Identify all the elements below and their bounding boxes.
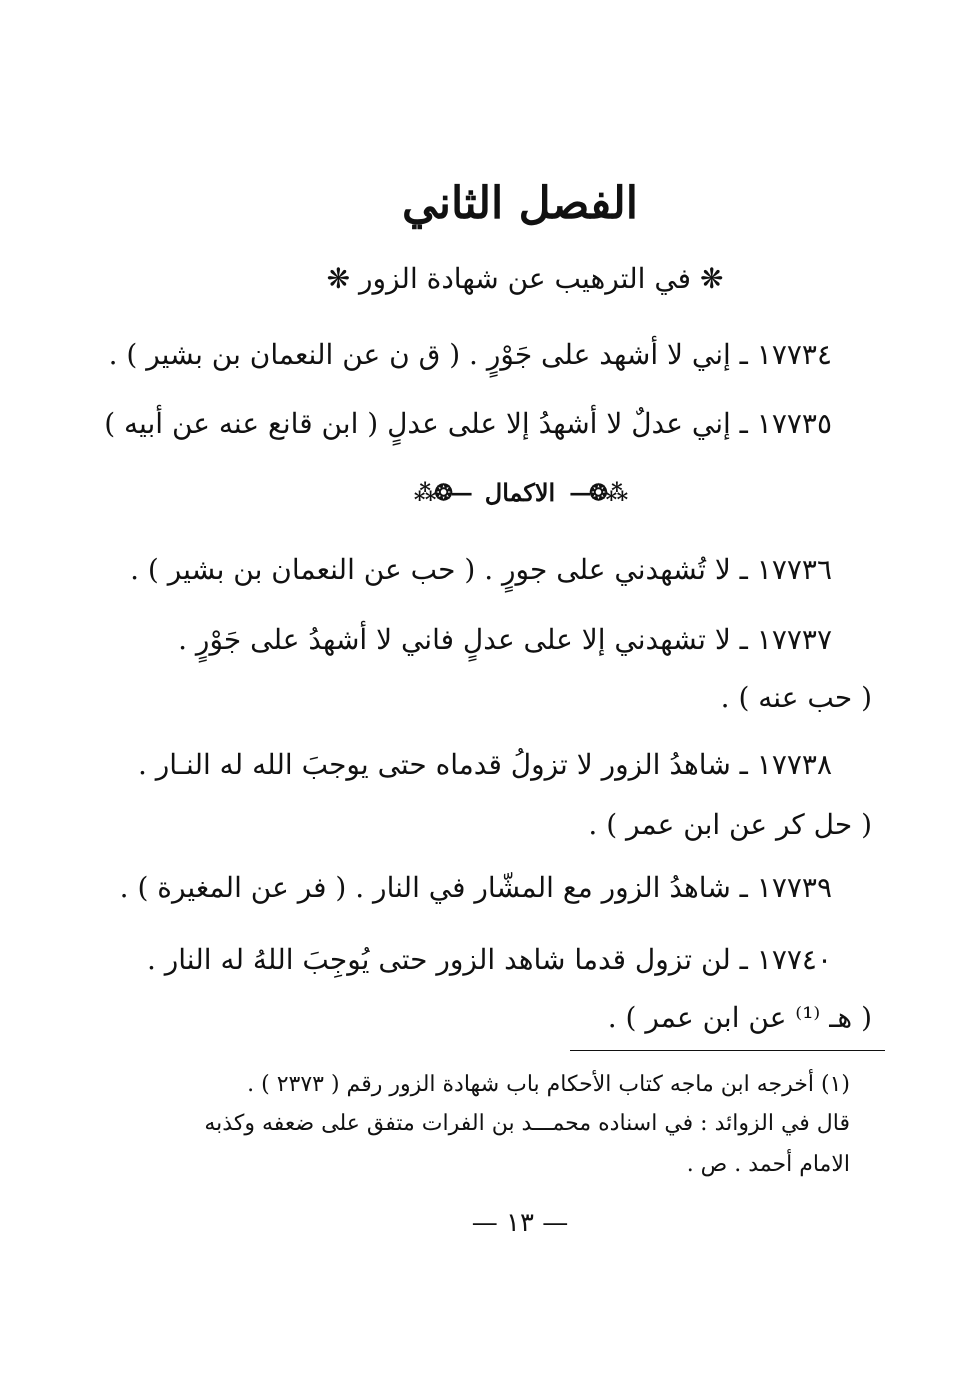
- hadith-17737-continuation: ( حب عنه ) .: [720, 681, 872, 714]
- hadith-text: ـ شاهدُ الزور لا تزولُ قدماه حتى يوجبَ الله له النـار .: [137, 748, 748, 781]
- hadith-number: ١٧٧٣٤: [756, 338, 832, 371]
- hadith-17737: [178, 620, 832, 660]
- hadith-17738-continuation: ( حل كر عن ابن عمر ) .: [588, 808, 872, 841]
- hadith-number: ١٧٧٣٦: [756, 553, 832, 586]
- hadith-text: ـ لا تشهدني إلا على عدلٍ فاني لا أشهدُ على جَوْرٍ .: [178, 623, 748, 656]
- footnote-line: قال في الزوائد : في اسناده محمـــد بن الفرات متفق على ضعفه وكذبه: [204, 1111, 850, 1136]
- hadith-text: ـ إني عدلٌ لا أشهدُ إلا على عدلٍ ( ابن قانع عنه عن أبيه ): [104, 407, 748, 440]
- hadith-17740-continuation: ( هـ ⁽¹⁾ عن ابن عمر ) .: [607, 1001, 872, 1034]
- chapter-title: الفصل الثاني: [402, 178, 638, 229]
- hadith-17736: [130, 550, 832, 590]
- ornament-left-icon: —❂⁂: [413, 479, 471, 506]
- section-title: ❋ في الترهيب عن شهادة الزور ❋: [326, 262, 724, 295]
- ornament-label: الاكمال: [484, 478, 556, 507]
- hadith-number: ١٧٧٣٨: [756, 748, 832, 781]
- footnote-line: (١) أخرجه ابن ماجه كتاب الأحكام باب شهادة الزور رقم ( ٢٣٧٣ ) .: [247, 1072, 850, 1097]
- hadith-number: ١٧٧٣٥: [756, 407, 832, 440]
- hadith-number: ١٧٧٤٠: [756, 943, 832, 976]
- hadith-number: ١٧٧٣٧: [756, 623, 832, 656]
- ornament-right-icon: ⁂❂—: [569, 479, 627, 506]
- hadith-text: ـ لا تُشهدني على جورٍ . ( حب عن النعمان بن بشير ) .: [130, 553, 748, 586]
- hadith-17738: [138, 745, 832, 785]
- hadith-17739: [120, 868, 832, 908]
- hadith-text: ـ شاهدُ الزور مع المشّار في النار . ( فر عن المغيرة ) .: [119, 871, 748, 904]
- ikmal-ornament: [0, 478, 962, 507]
- hadith-17734: [109, 335, 832, 375]
- footnote-divider: [570, 1050, 885, 1051]
- hadith-text: ـ إني لا أشهد على جَوْرٍ . ( ق ن عن النعمان بن بشير ) .: [108, 338, 748, 371]
- hadith-17735: [104, 404, 832, 444]
- footnote-line: الامام أحمد . ص .: [686, 1152, 850, 1177]
- page-number: — ١٣ —: [471, 1208, 569, 1238]
- hadith-text: ـ لن تزول قدما شاهد الزور حتى يُوجِبَ اللهُ له النار .: [146, 943, 748, 976]
- hadith-17740: [147, 940, 832, 980]
- hadith-number: ١٧٧٣٩: [756, 871, 832, 904]
